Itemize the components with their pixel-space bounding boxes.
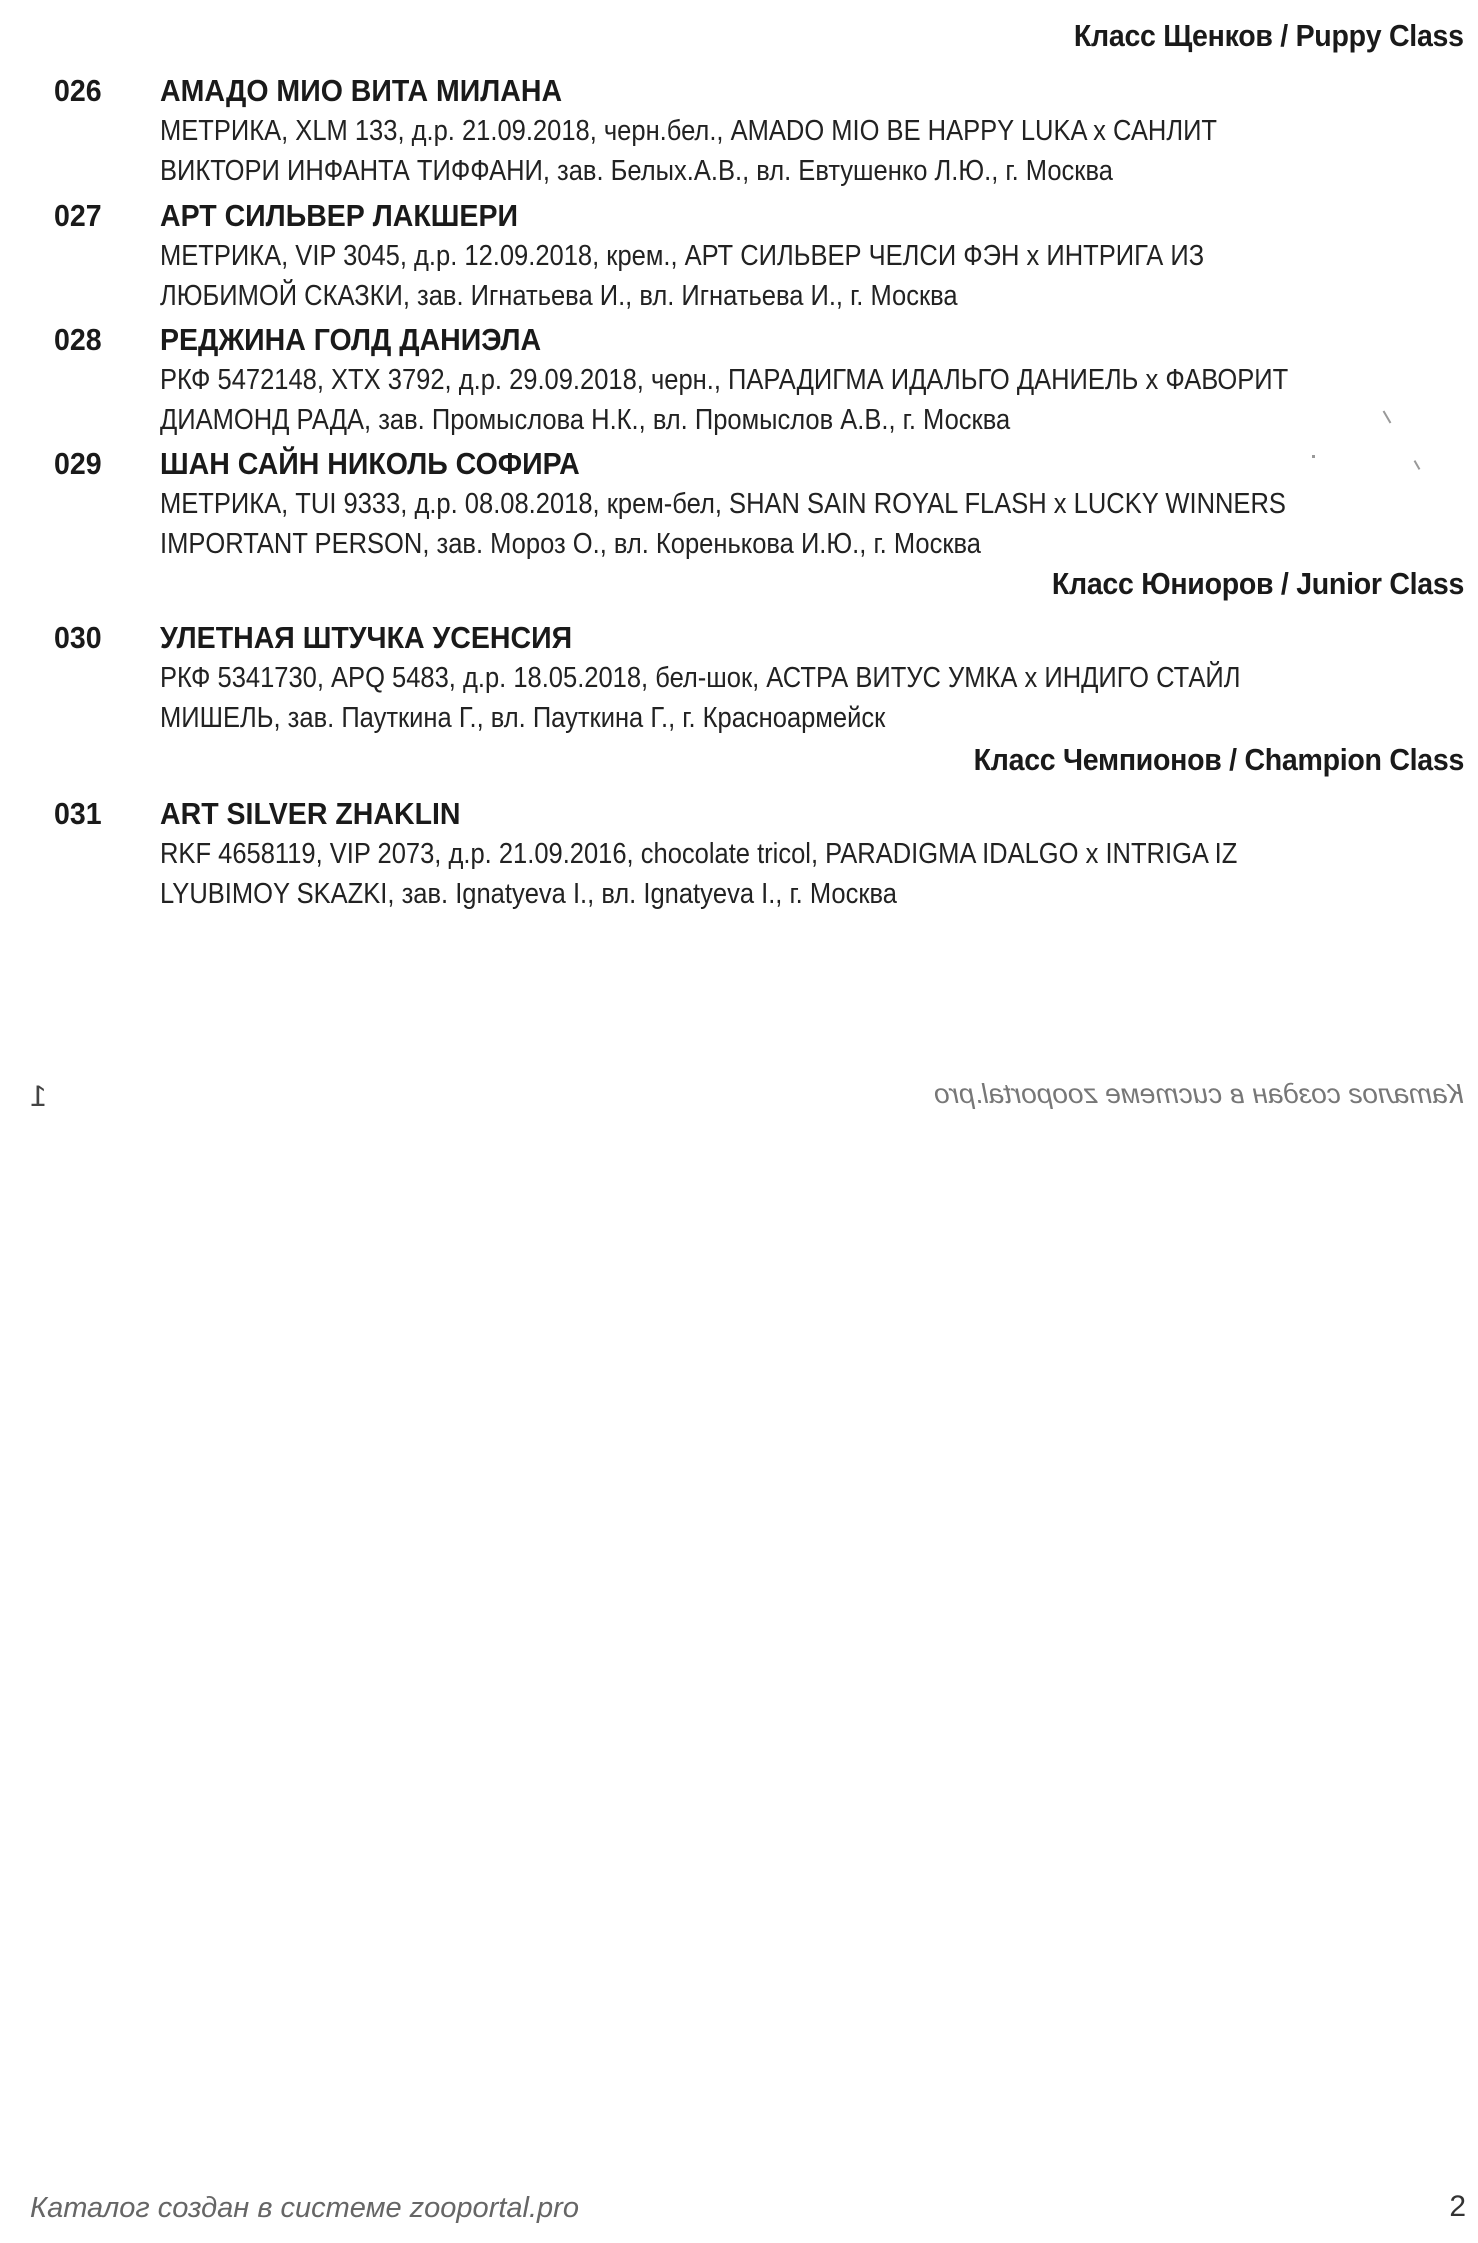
entry-name: ART SILVER ZHAKLIN	[160, 796, 461, 831]
entry-details-line2: ВИКТОРИ ИНФАНТА ТИФФАНИ, зав. Белых.А.В., вл. Евтушенко Л.Ю., г. Москва	[160, 155, 1113, 187]
entry-name: АРТ СИЛЬВЕР ЛАКШЕРИ	[160, 198, 518, 233]
class-heading-champion: Класс Чемпионов / Champion Class	[973, 742, 1464, 777]
bleed-through-page-number: 1	[30, 1080, 47, 1113]
entry-details-line2: МИШЕЛЬ, зав. Пауткина Г., вл. Пауткина Г., г. Красноармейск	[160, 702, 886, 734]
entry-details-line1: МЕТРИКА, VIP 3045, д.р. 12.09.2018, крем., АРТ СИЛЬВЕР ЧЕЛСИ ФЭН x ИНТРИГА ИЗ	[160, 240, 1205, 272]
scan-speck	[1312, 455, 1315, 458]
entry-name: РЕДЖИНА ГОЛД ДАНИЭЛА	[160, 322, 542, 357]
entry-name: АМАДО МИО ВИТА МИЛАНА	[160, 73, 563, 108]
entry-details-line1: РКФ 5472148, XTX 3792, д.р. 29.09.2018, черн., ПАРАДИГМА ИДАЛЬГО ДАНИЕЛЬ x ФАВОРИТ	[160, 364, 1289, 396]
entry-details-line1: RKF 4658119, VIP 2073, д.р. 21.09.2016, chocolate tricol, PARADIGMA IDALGO x INTRIGA IZ	[160, 838, 1238, 870]
entry-details-line2: ЛЮБИМОЙ СКАЗКИ, зав. Игнатьева И., вл. Игнатьева И., г. Москва	[160, 280, 958, 312]
entry-details-line1: МЕТРИКА, XLM 133, д.р. 21.09.2018, черн.бел., AMADO MIO BE HAPPY LUKA x САНЛИТ	[160, 115, 1218, 147]
entry-details-line2: LYUBIMOY SKAZKI, зав. Ignatyeva I., вл. Ignatyeva I., г. Москва	[160, 878, 897, 910]
catalog-footer-note: Каталог создан в системе zooportal.pro	[30, 2192, 579, 2224]
entry-number: 028	[54, 322, 102, 357]
entry-details-line2: ДИАМОНД РАДА, зав. Промыслова Н.К., вл. Промыслов А.В., г. Москва	[160, 404, 1011, 436]
entry-number: 031	[54, 796, 102, 831]
entry-name: УЛЕТНАЯ ШТУЧКА УСЕНСИЯ	[160, 620, 573, 655]
entry-number: 030	[54, 620, 102, 655]
entry-number: 027	[54, 198, 102, 233]
entry-number: 029	[54, 446, 102, 481]
bleed-through-text: Каталог создан в системе zooportal.pro	[933, 1078, 1464, 1109]
entry-details-line2: IMPORTANT PERSON, зав. Мороз О., вл. Коренькова И.Ю., г. Москва	[160, 528, 981, 560]
scan-speck	[1383, 410, 1392, 423]
scan-speck	[1414, 460, 1421, 470]
entry-details-line1: РКФ 5341730, APQ 5483, д.р. 18.05.2018, бел-шок, АСТРА ВИТУС УМКА x ИНДИГО СТАЙЛ	[160, 662, 1241, 694]
entry-details-line1: МЕТРИКА, TUI 9333, д.р. 08.08.2018, крем-бел, SHAN SAIN ROYAL FLASH x LUCKY WINNERS	[160, 488, 1286, 520]
entry-number: 026	[54, 73, 102, 108]
entry-name: ШАН САЙН НИКОЛЬ СОФИРА	[160, 446, 580, 481]
page-number: 2	[1449, 2190, 1466, 2223]
class-heading-puppy: Класс Щенков / Puppy Class	[1074, 18, 1464, 53]
class-heading-junior: Класс Юниоров / Junior Class	[1051, 566, 1464, 601]
